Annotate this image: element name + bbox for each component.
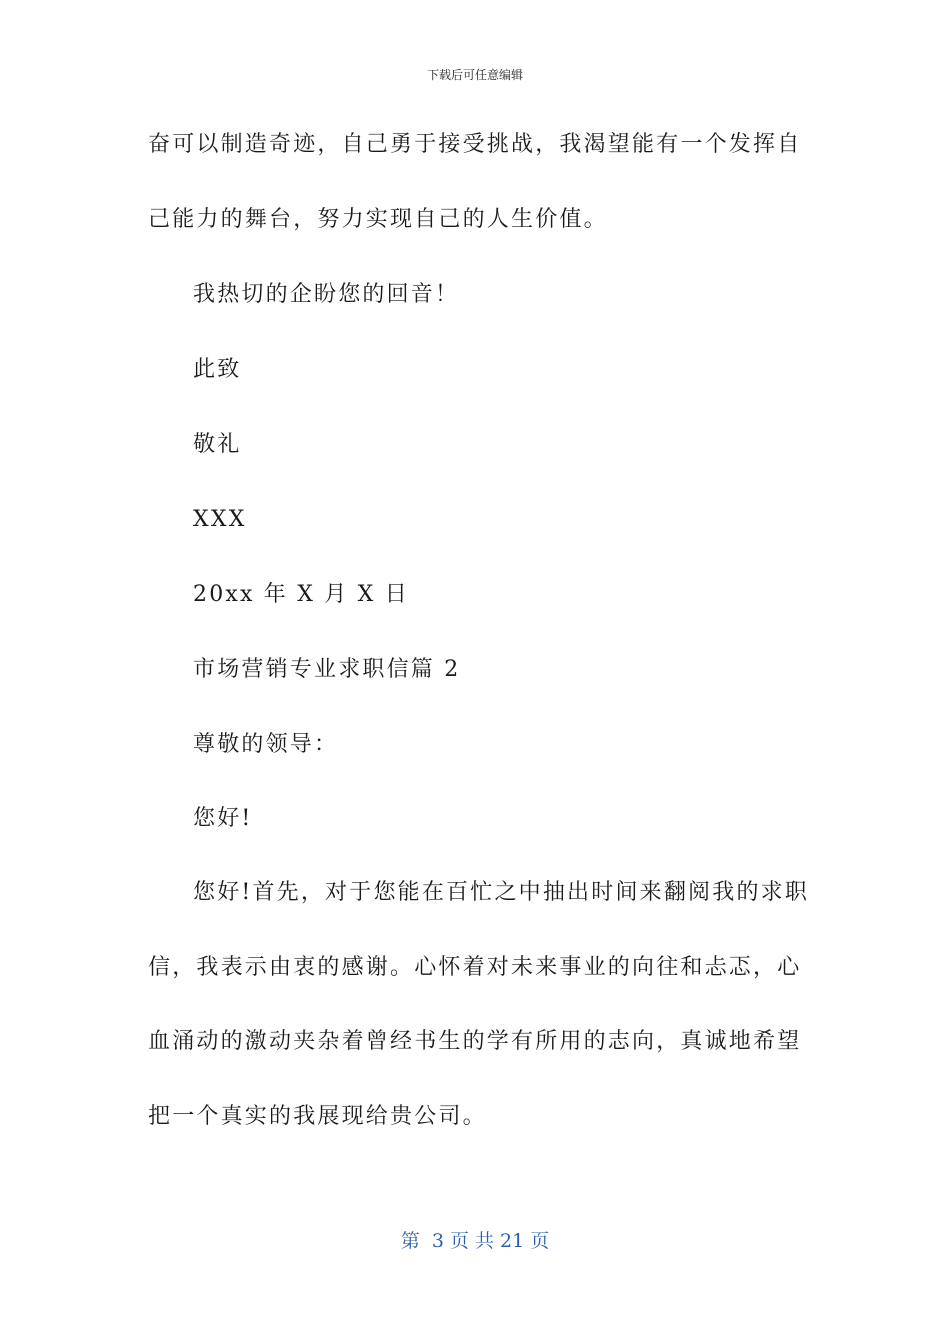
body-line: 此致 xyxy=(193,357,242,382)
body-line: 信，我表示由衷的感谢。心怀着对未来事业的向往和忐忑，心 xyxy=(148,955,802,980)
section-title: 市场营销专业求职信篇 2 xyxy=(193,657,461,682)
body-line: 我热切的企盼您的回音！ xyxy=(193,282,460,307)
salutation: 尊敬的领导： xyxy=(193,732,339,757)
body-line: 20xx 年 X 月 X 日 xyxy=(193,582,409,607)
body-line: 把一个真实的我展现给贵公司。 xyxy=(148,1104,487,1129)
body-line: 敬礼 xyxy=(193,432,242,457)
page-number-footer: 第 3 页 共 21 页 xyxy=(400,1230,550,1252)
body-line: 血涌动的激动夹杂着曾经书生的学有所用的志向，真诚地希望 xyxy=(148,1029,802,1054)
body-line: 己能力的舞台，努力实现自己的人生价值。 xyxy=(148,207,608,232)
page-header-note: 下载后可任意编辑 xyxy=(426,68,523,82)
body-line: XXX xyxy=(193,507,247,532)
body-line: 您好!首先，对于您能在百忙之中抽出时间来翻阅我的求职 xyxy=(193,880,810,905)
body-line: 奋可以制造奇迹，自己勇于接受挑战，我渴望能有一个发挥自 xyxy=(148,132,802,157)
greeting: 您好! xyxy=(193,806,253,831)
